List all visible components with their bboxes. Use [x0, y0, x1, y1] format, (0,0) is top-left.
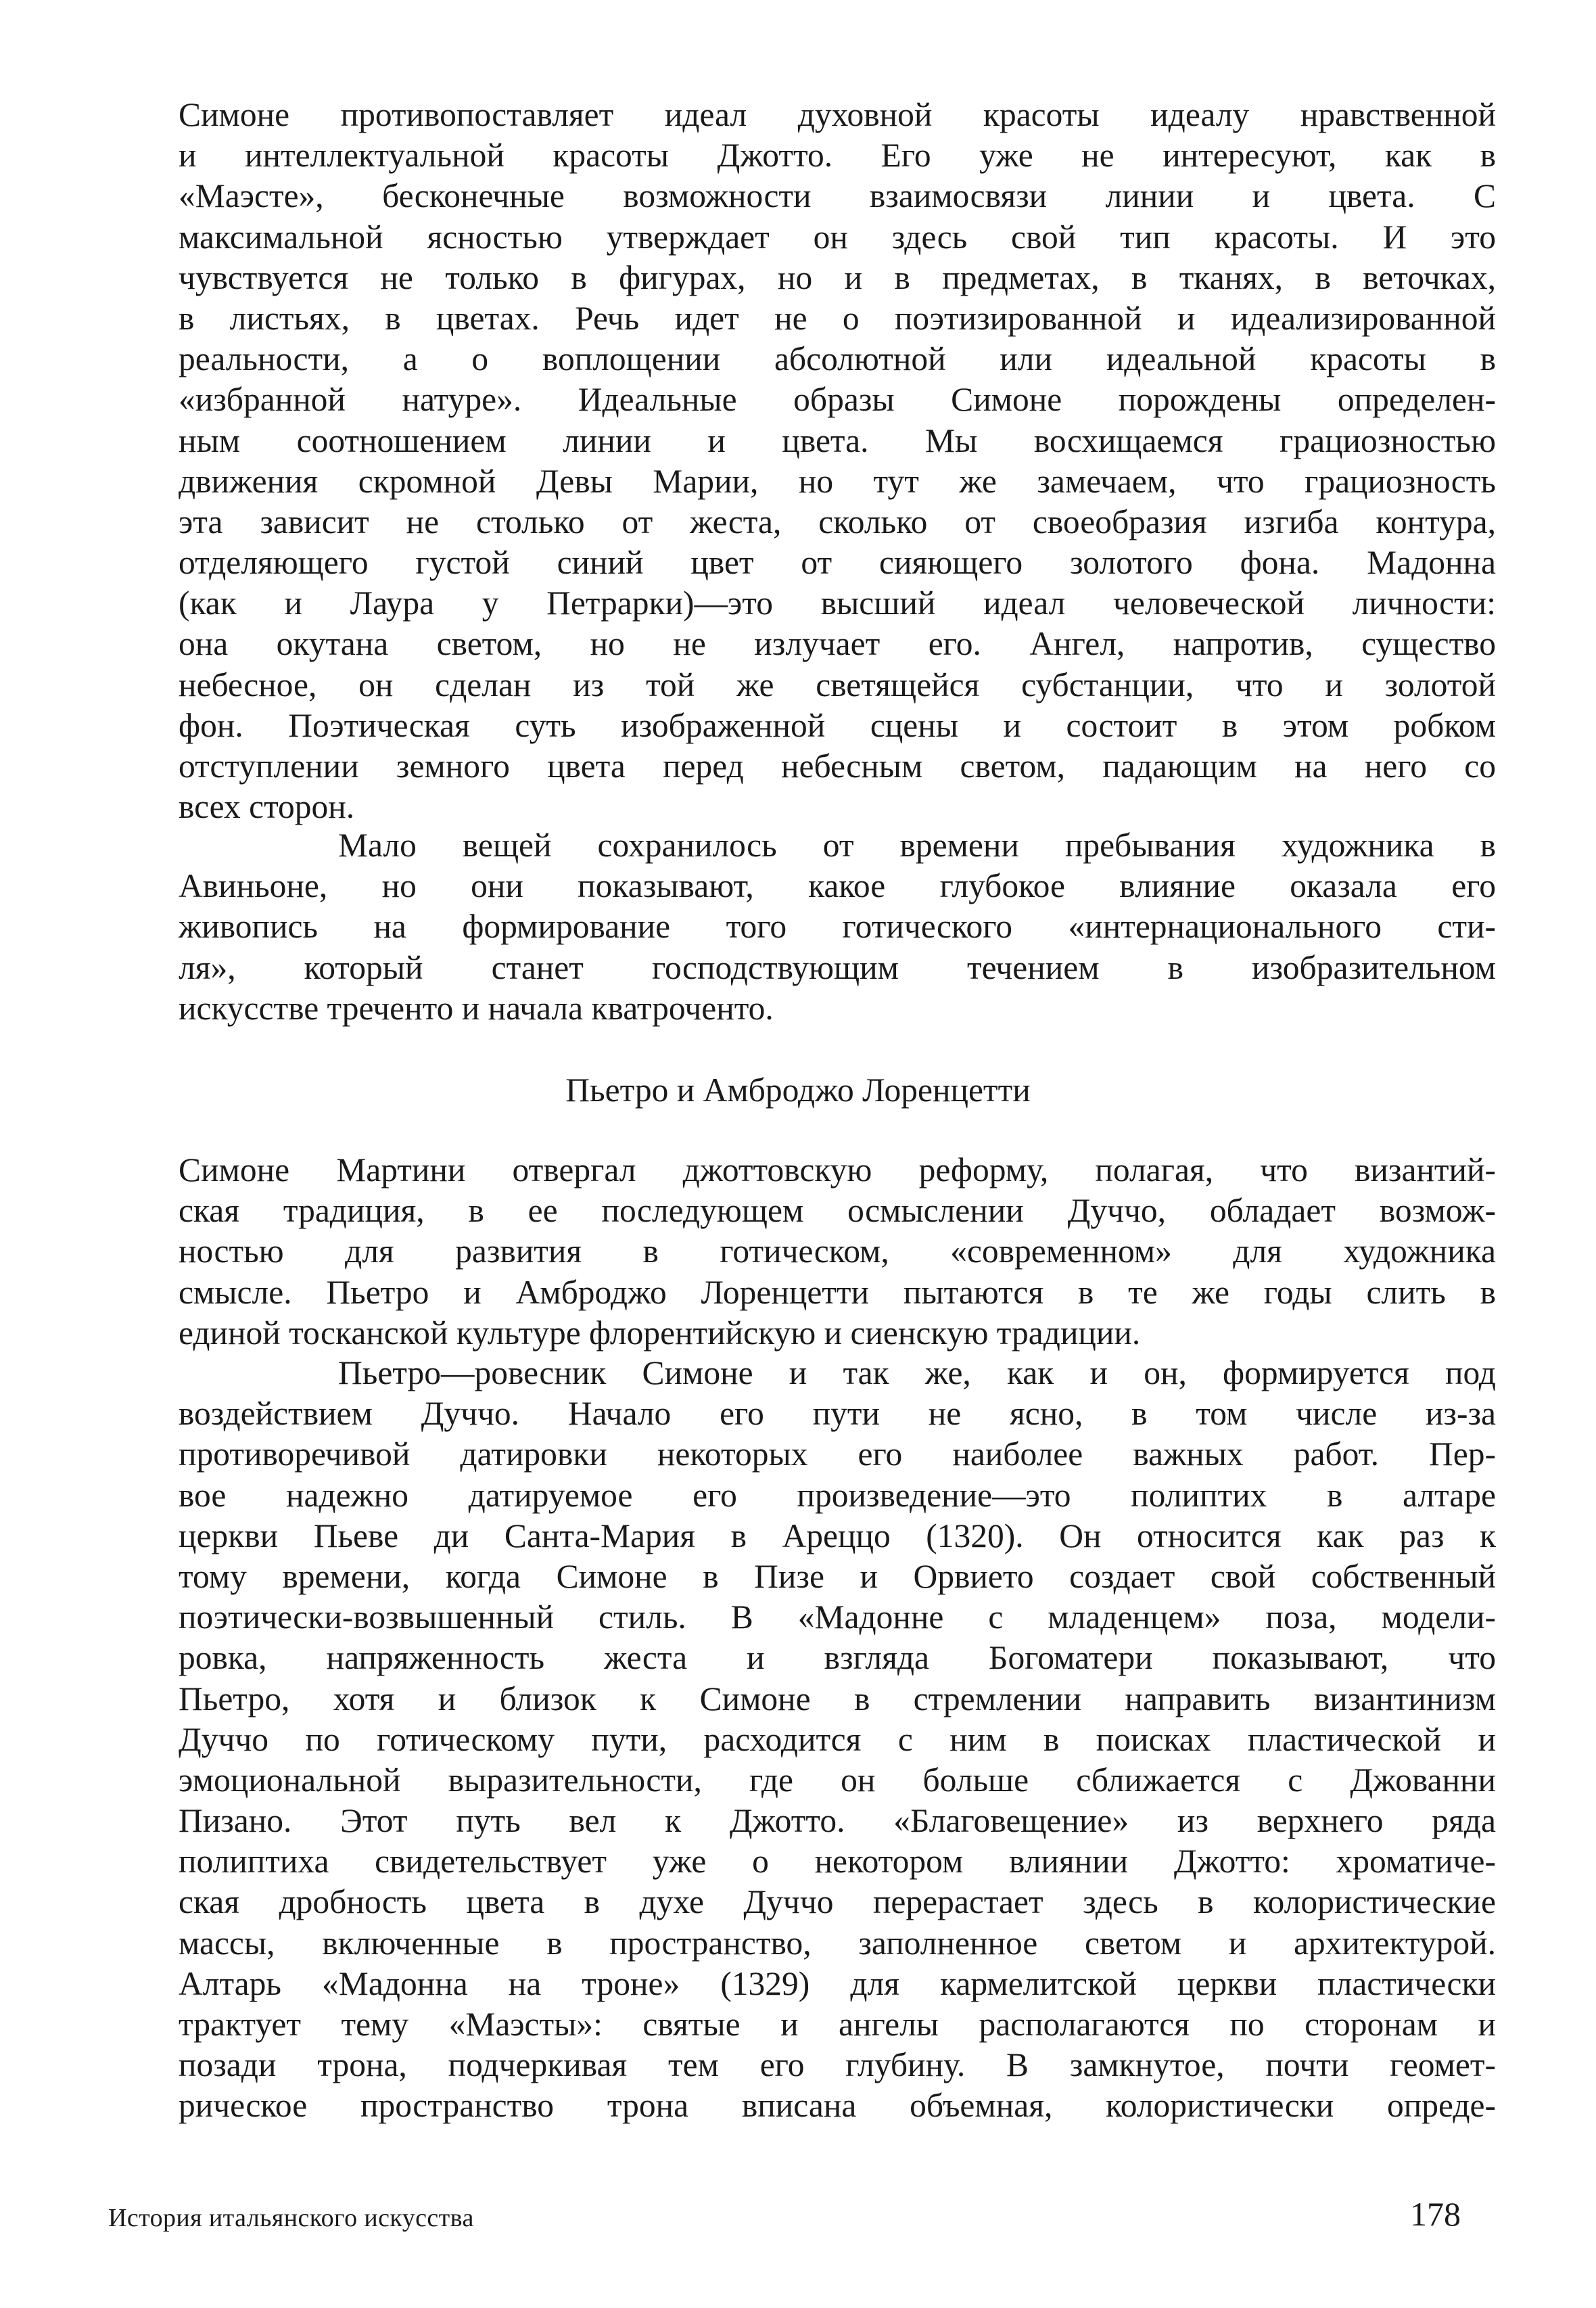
text-line: рическое пространство трона вписана объемная, колористически опреде- [179, 2087, 1496, 2125]
paragraph-2 [179, 825, 1496, 1029]
text-line: в листьях, в цветах. Речь идет не о поэтизированной и идеализированной [179, 299, 1496, 337]
text-line: ностью для развития в готическом, «современном» для художника [179, 1232, 1496, 1270]
text-line: единой тосканской культуре флорентийскую и сиенскую традиции. [179, 1314, 1141, 1352]
paragraph-1 [179, 95, 1496, 827]
paragraph-4 [179, 1353, 1496, 2127]
text-line: поэтически-возвышенный стиль. В «Мадонне с младенцем» поза, модели- [179, 1598, 1496, 1636]
text-line: фон. Поэтическая суть изображенной сцены и состоит в этом робком [179, 706, 1496, 744]
text-line: всех сторон. [179, 788, 355, 826]
text-line: Мало вещей сохранилось от времени пребывания художника в [338, 827, 1496, 864]
paragraph-3 [179, 1150, 1496, 1354]
text-line: Пьетро—ровесник Симоне и так же, как и он, формируется под [338, 1354, 1496, 1391]
text-line: отступлении земного цвета перед небесным светом, падающим на него со [179, 747, 1496, 785]
text-line: движения скромной Девы Марии, но тут же замечаем, что грациозность [179, 462, 1496, 500]
text-line: Пизано. Этот путь вел к Джотто. «Благовещение» из верхнего ряда [179, 1802, 1496, 1840]
text-line: трактует тему «Маэсты»: святые и ангелы располагаются по сторонам и [179, 2006, 1496, 2043]
text-line: эмоциональной выразительности, где он больше сближается с Джованни [179, 1761, 1496, 1799]
text-line: Алтарь «Мадонна на троне» (1329) для кармелитской церкви пластически [179, 1964, 1496, 2002]
text-line: тому времени, когда Симоне в Пизе и Орвието создает свой собственный [179, 1557, 1496, 1595]
text-line: позади трона, подчеркивая тем его глубину. В замкнутое, почти геомет- [179, 2046, 1496, 2084]
text-line: ным соотношением линии и цвета. Мы восхищаемся грациозностью [179, 421, 1496, 459]
text-line: ровка, напряженность жеста и взгляда Богоматери показывают, что [179, 1639, 1496, 1677]
text-line: ская дробность цвета в духе Дуччо перерастает здесь в колористические [179, 1883, 1496, 1921]
text-line: искусстве треченто и начала кватроченто. [179, 989, 774, 1027]
text-line: живопись на формирование того готического «интернационального сти- [179, 908, 1496, 946]
footer-book-title: История итальянского искусства [108, 2204, 474, 2232]
text-line: и интеллектуальной красоты Джотто. Его уже не интересуют, как в [179, 137, 1496, 175]
text-line: (как и Лаура у Петрарки)—это высший идеал человеческой личности: [179, 584, 1496, 622]
text-line: максимальной ясностью утверждает он здесь свой тип красоты. И это [179, 218, 1496, 256]
text-line: Пьетро, хотя и близок к Симоне в стремлении направить византинизм [179, 1680, 1496, 1717]
text-line: Симоне Мартини отвергал джоттовскую реформу, полагая, что византий- [179, 1151, 1496, 1188]
text-line: чувствуется не только в фигурах, но и в предметах, в тканях, в веточках, [179, 258, 1496, 296]
text-line: она окутана светом, но не излучает его. Ангел, напротив, существо [179, 625, 1496, 663]
text-line: противоречивой датировки некоторых его наиболее важных работ. Пер- [179, 1435, 1496, 1473]
text-line: смысле. Пьетро и Амброджо Лоренцетти пытаются в те же годы слить в [179, 1273, 1496, 1311]
text-line: Авиньоне, но они показывают, какое глубокое влияние оказала его [179, 867, 1496, 905]
page-number: 178 [1410, 2195, 1461, 2233]
text-line: «избранной натуре». Идеальные образы Симоне порождены определен- [179, 381, 1496, 419]
text-line: ская традиция, в ее последующем осмыслении Дуччо, обладает возмож- [179, 1192, 1496, 1230]
text-line: полиптиха свидетельствует уже о некотором влиянии Джотто: хроматиче- [179, 1843, 1496, 1880]
text-line: вое надежно датируемое его произведение—это полиптих в алтаре [179, 1476, 1496, 1514]
text-line: реальности, а о воплощении абсолютной или идеальной красоты в [179, 340, 1496, 378]
text-line: Дуччо по готическому пути, расходится с ним в поисках пластической и [179, 1720, 1496, 1758]
text-line: ля», который станет господствующим течением в изобразительном [179, 948, 1496, 986]
text-line: Симоне противопоставляет идеал духовной красоты идеалу нравственной [179, 96, 1496, 133]
section-heading: Пьетро и Амброджо Лоренцетти [565, 1071, 1031, 1109]
text-line: церкви Пьеве ди Санта-Мария в Ареццо (1320). Он относится как раз к [179, 1517, 1496, 1554]
text-line: «Маэсте», бесконечные возможности взаимосвязи линии и цвета. С [179, 177, 1496, 215]
text-line: воздействием Дуччо. Начало его пути не ясно, в том числе из-за [179, 1395, 1496, 1433]
text-line: отделяющего густой синий цвет от сияющего золотого фона. Мадонна [179, 544, 1496, 582]
text-line: эта зависит не столько от жеста, сколько от своеобразия изгиба контура, [179, 503, 1496, 540]
text-line: массы, включенные в пространство, заполненное светом и архитектурой. [179, 1924, 1496, 1962]
text-line: небесное, он сделан из той же светящейся субстанции, что и золотой [179, 666, 1496, 703]
